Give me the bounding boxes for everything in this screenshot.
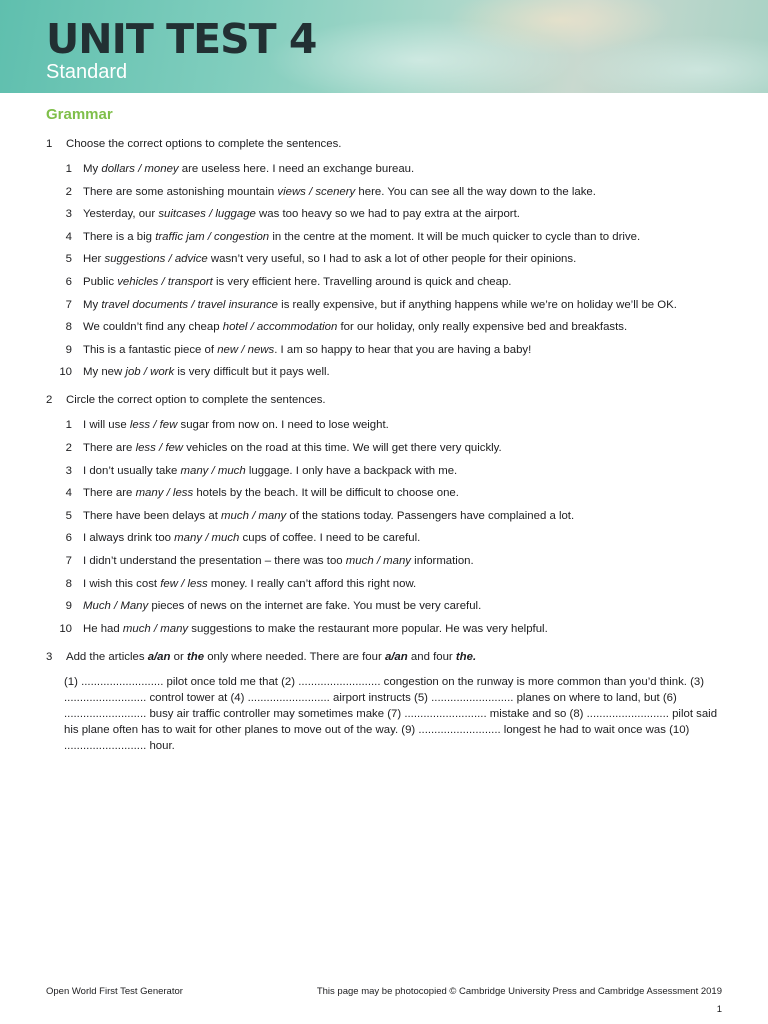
instruction-text [66,649,476,665]
question-text [83,621,726,637]
option-text: Much / Many [83,600,149,613]
option-text: much / many [122,622,189,635]
question-number: 3 [65,208,72,221]
question-number: 8 [65,321,72,334]
sentence-text: for our holiday, only really expensive bed and breakfasts. [337,321,628,334]
question-text [83,553,726,569]
question-item [46,161,726,177]
option-text: vehicles / transport [117,275,213,288]
question-text [83,342,726,358]
sentence-text: wasn’t very useful, so I had to ask a lot of other people for their opinions. [207,253,577,266]
question-number: 3 [65,464,72,477]
option-text: travel documents / travel insurance [101,298,278,311]
question-item [46,184,726,200]
question-text [83,463,726,479]
sentence-text: My [83,163,102,175]
sentence-text: in the centre at the moment. It will be much quicker to cycle than to drive. [269,230,641,243]
question-number: 1 [65,163,72,175]
exercise-number: 1 [46,138,53,150]
section-heading: Grammar [46,106,113,123]
exercise-1-items [46,161,726,380]
question-text [83,229,726,245]
question-item [46,598,726,614]
question-number: 6 [65,532,72,545]
question-number: 4 [65,487,72,500]
sentence-text: cups of coffee. I need to be careful. [239,532,421,545]
sentence-text: sugar from now on. I need to lose weight. [177,419,389,432]
question-item [46,229,726,245]
question-text [83,184,726,200]
question-number: 2 [65,441,72,454]
question-text [83,598,726,614]
question-text [83,274,726,290]
question-item [46,251,726,267]
sentence-text: hotels by the beach. It will be difficult to choose one. [193,487,459,500]
option-text: suggestions / advice [104,253,208,266]
option-text: the [186,650,205,663]
sentence-text: of the stations today. Passengers have complained a lot. [286,509,575,522]
instruction-text: Circle the correct option to complete the sentences. [66,394,326,407]
question-item [46,440,726,456]
sentence-text: was too heavy so we had to pay extra at the airport. [255,208,520,221]
question-number: 10 [59,366,72,379]
sentence-text: There is a big [83,230,156,243]
question-text [83,206,726,222]
sentence-text: Add the articles [66,650,148,663]
sentence-text: My new [83,366,126,379]
sentence-text: There are [83,487,136,500]
question-number: 9 [65,600,72,613]
question-text [83,319,726,335]
option-text: less / few [129,419,178,432]
question-number: 5 [65,509,72,522]
page-title: UNIT TEST 4 [46,15,317,63]
question-item [46,206,726,222]
question-number: 5 [65,253,72,266]
question-item [46,485,726,501]
question-item [46,364,726,380]
sentence-text: vehicles on the road at this time. We will get there very quickly. [183,441,502,454]
question-text [83,161,726,177]
header-banner [0,0,768,93]
page-number: 1 [716,1004,722,1015]
question-text [83,485,726,501]
sentence-text: This is a fantastic piece of [83,343,218,356]
question-number: 8 [65,577,72,590]
question-text [83,530,726,546]
footer-copyright: This page may be photocopied © Cambridge University Press and Cambridge Assessment 2019 [316,986,722,997]
question-item [46,319,726,335]
question-text [83,417,726,433]
sentence-text: There are [83,441,136,454]
sentence-text: here. You can see all the way down to the lake. [355,185,596,198]
question-item [46,508,726,524]
option-text: many / much [174,532,240,545]
footer-left: Open World First Test Generator [46,986,183,997]
sentence-text: I didn’t understand the presentation – there was too [83,554,346,567]
question-item [46,417,726,433]
sentence-text: Her [83,253,105,266]
option-text: the. [455,650,477,663]
question-item [46,274,726,290]
question-item [46,621,726,637]
test-content [46,136,726,754]
exercise-number: 2 [46,394,53,407]
question-number: 10 [59,622,72,635]
exercise-3-instruction [46,649,726,665]
sentence-text: We couldn’t find any cheap [83,321,223,334]
sentence-text: or [170,650,187,663]
option-text: traffic jam / congestion [155,230,270,243]
sentence-text: I will use [83,419,130,432]
page-subtitle: Standard [46,61,128,83]
sentence-text: Public [83,275,118,288]
sentence-text: money. I really can’t afford this right now. [207,577,417,590]
question-text [83,364,726,380]
sentence-text: My [83,298,102,311]
sentence-text: is very difficult but it pays well. [174,366,330,379]
question-text [83,576,726,592]
option-text: views / scenery [277,185,356,198]
question-item [46,342,726,358]
option-text: few / less [160,577,208,590]
option-text: many / much [180,464,246,477]
question-item [46,576,726,592]
option-text: less / few [135,441,184,454]
question-number: 1 [65,419,72,432]
sentence-text: He had [83,622,123,635]
question-item [46,463,726,479]
question-item [46,553,726,569]
question-number: 9 [65,343,72,356]
option-text: new / news [217,343,275,356]
sentence-text: I wish this cost [83,577,161,590]
sentence-text: and four [407,650,456,663]
option-text: many / less [135,487,194,500]
sentence-text: . I am so happy to hear that you are having a baby! [274,343,532,356]
question-text [83,508,726,524]
sentence-text: pieces of news on the internet are fake. You must be very careful. [148,600,482,613]
option-text: dollars / money [101,163,179,175]
sentence-text: luggage. I only have a backpack with me. [245,464,458,477]
question-text [83,251,726,267]
option-text: a/an [384,650,408,663]
exercise-2-instruction [46,392,726,408]
option-text: a/an [147,650,171,663]
option-text: suitcases / luggage [158,208,256,221]
option-text: hotel / accommodation [222,321,338,334]
sentence-text: I always drink too [83,532,175,545]
gap-fill-paragraph: (1) .......................... pilot once told me that (2) .......................... congestion on the runway is more common than you’d think. (3) .......................... control tower at (4) .......................... airport instructs (5) .......................... planes on where to land, but (6) .......................... busy air traffic controller may sometimes make (7) .......................... mistake and so (8) .......................... pilot said his plane often has to wait for other planes to move out of the way. (9) .......................... longest he had to wait once was (10) .......................... hour. [64,675,718,752]
option-text: job / work [125,366,175,379]
option-text: much / many [345,554,411,567]
question-item [46,297,726,313]
option-text: much / many [221,509,287,522]
question-text [83,440,726,456]
sentence-text: is very efficient here. Travelling around is quick and cheap. [212,275,512,288]
sentence-text: Yesterday, our [83,208,159,221]
sentence-text: I don’t usually take [83,464,181,477]
question-number: 2 [65,185,72,198]
sentence-text: is really expensive, but if anything happens while we’re on holiday we’ll be OK. [278,298,677,311]
question-number: 6 [65,275,72,288]
sentence-text: only where needed. There are four [204,650,385,663]
sentence-text: There are some astonishing mountain [83,185,278,198]
question-text [83,297,726,313]
sentence-text: There have been delays at [83,509,222,522]
exercise-2-items [46,417,726,636]
sentence-text: are useless here. I need an exchange bureau. [178,163,415,175]
question-number: 7 [65,554,72,567]
sentence-text: information. [411,554,474,567]
sentence-text: suggestions to make the restaurant more popular. He was very helpful. [188,622,548,635]
instruction-text: Choose the correct options to complete the sentences. [66,138,342,150]
question-number: 4 [65,230,72,243]
question-number: 7 [65,298,72,311]
exercise-number: 3 [46,650,53,663]
exercise-1-instruction [46,136,726,152]
question-item [46,530,726,546]
